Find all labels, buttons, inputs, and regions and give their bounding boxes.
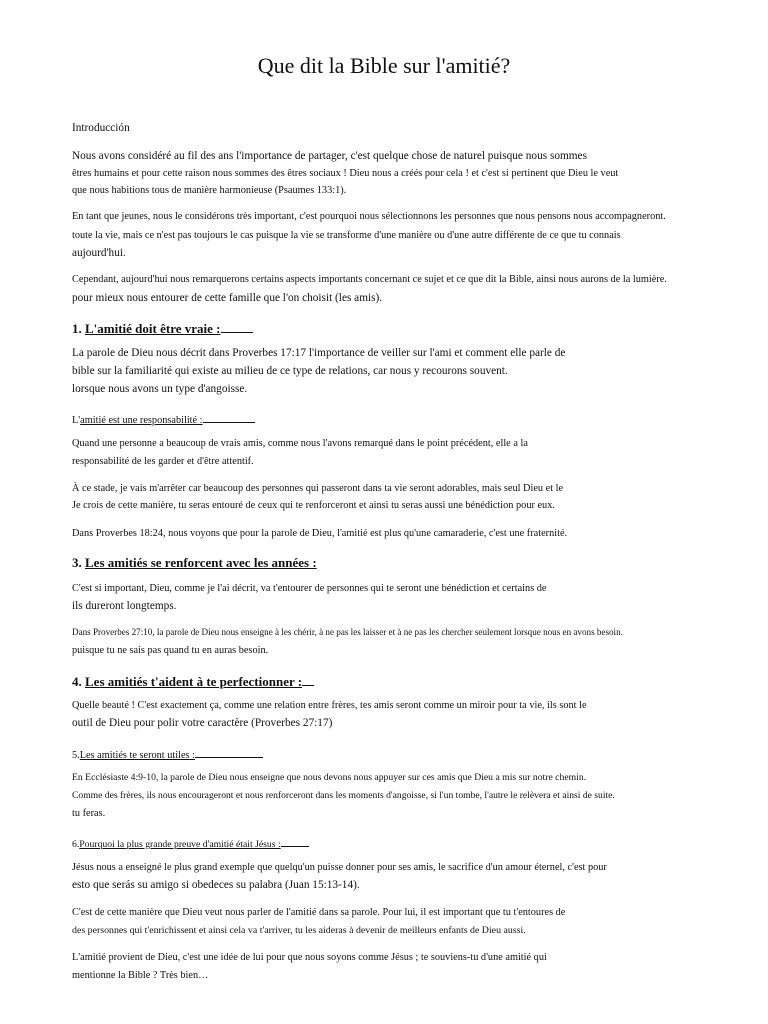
paragraph-line: mentionne la Bible ? Très bien… (72, 970, 209, 981)
paragraph-line: Dans Proverbes 18:24, nous voyons que pour la parole de Dieu, l'amitié est plus qu'une camaraderie, c'est une fraternité. (72, 528, 568, 539)
section-heading-2 (72, 410, 255, 426)
paragraph-line: Dans Proverbes 27:10, la parole de Dieu nous enseigne à les chérir, à ne pas les laisser et à ne pas les chercher seulement lorsque nous en avons besoin. (72, 627, 623, 637)
paragraph-line: Cependant, aujourd'hui nous remarquerons certains aspects importants concernant ce sujet et ce que dit la Bible, ainsi nous aurons de la lumière. (72, 274, 667, 285)
section-title: L'amitié doit être vraie : (85, 321, 221, 336)
paragraph-line: responsabilité de les garder et d'être attentif. (72, 456, 254, 467)
paragraph-line: êtres humains et pour cette raison nous sommes des êtres sociaux ! Dieu nous a créés pour cela ! et c'est si pertinent que Dieu le veut (72, 168, 619, 179)
paragraph-line: Comme des frères, ils nous encourageront et nous renforceront dans les moments d'angoisse, si l'un tombe, l'autre le relèvera et ainsi de suite. (72, 790, 615, 801)
paragraph-line: La parole de Dieu nous décrit dans Proverbes 17:17 l'importance de veiller sur l'ami et comment elle parle de (72, 347, 566, 359)
heading-rule (195, 745, 263, 758)
section-heading-5 (72, 745, 263, 761)
paragraph-line: que nous habitions tous de manière harmonieuse (Psaumes 133:1). (72, 185, 347, 196)
paragraph-line: pour mieux nous entourer de cette famille que l'on choisit (les amis). (72, 292, 383, 304)
heading-rule (281, 835, 309, 847)
section-number: 1. (72, 321, 85, 336)
section-title: Les amitiés t'aident à te perfectionner : (85, 674, 303, 689)
page-title: Que dit la Bible sur l'amitié? (257, 53, 511, 78)
section-number: 4. (72, 674, 85, 689)
paragraph-line: aujourd'hui. (72, 247, 126, 259)
paragraph-line: En Ecclésiaste 4:9-10, la parole de Dieu nous enseigne que nous devons nous appuyer sur ces amis que Dieu a mis sur notre chemin. (72, 772, 587, 783)
section-number: 5. (72, 750, 80, 761)
heading-rule (203, 410, 255, 423)
paragraph-line: C'est si important, Dieu, comme je l'ai décrit, va t'entourer de personnes qui te seront une bénédiction et certains de (72, 583, 547, 594)
paragraph-line: lorsque nous avons un type d'angoisse. (72, 383, 248, 395)
section-number: 6. (72, 839, 80, 850)
paragraph-line: puisque tu ne sais pas quand tu en auras besoin. (72, 645, 269, 656)
paragraph-line: À ce stade, je vais m'arrêter car beaucoup des personnes qui passeront dans ta vie seront adorables, mais seul Dieu et le (72, 483, 564, 494)
section-heading-4 (72, 673, 314, 690)
section-number: 3. (72, 555, 85, 570)
section-title: Les amitiés se renforcent avec les années : (85, 555, 317, 570)
section-title: Les amitiés te seront utiles : (79, 750, 195, 761)
paragraph-line: Jésus nous a enseigné le plus grand exemple que quelqu'un puisse donner pour ses amis, le sacrifice d'un amour éternel, c'est pour (72, 862, 607, 873)
intro-heading: Introducción (72, 122, 130, 134)
section-heading-6 (72, 835, 309, 850)
section-heading-1 (72, 320, 253, 337)
paragraph-line: tu feras. (72, 808, 106, 819)
paragraph-line: Quelle beauté ! C'est exactement ça, comme une relation entre frères, tes amis seront comme un miroir pour ta vie, ils sont le (72, 700, 587, 711)
heading-rule (302, 673, 314, 686)
paragraph-line: Quand une personne a beaucoup de vrais amis, comme nous l'avons remarqué dans le point précédent, elle a la (72, 438, 528, 449)
paragraph-line: bible sur la familiarité qui existe au milieu de ce type de relations, car nous y recourons souvent. (72, 365, 508, 377)
heading-rule (221, 320, 253, 333)
section-prefix: L' (72, 415, 81, 426)
paragraph-line: toute la vie, mais ce n'est pas toujours le cas puisque la vie se transforme d'une manière ou d'une autre différente de ce que tu connais (72, 230, 621, 241)
paragraph-line: des personnes qui t'enrichissent et ainsi cela va t'arriver, tu les aideras à devenir de meilleurs enfants de Dieu aussi. (72, 925, 526, 936)
paragraph-line: En tant que jeunes, nous le considérons très important, c'est pourquoi nous sélectionnons les personnes que nous pensons nous accompagneront. (72, 211, 666, 222)
paragraph-line: Je crois de cette manière, tu seras entouré de ceux qui te renforceront et ainsi tu seras aussi une bénédiction pour eux. (72, 500, 555, 511)
section-title: Pourquoi la plus grande preuve d'amitié était Jésus : (79, 839, 281, 850)
paragraph-line: esto que serás su amigo si obedeces su palabra (Juan 15:13-14). (72, 879, 360, 891)
paragraph-line: ils dureront longtemps. (72, 600, 177, 612)
paragraph-line: outil de Dieu pour polir votre caractère (Proverbes 27:17) (72, 717, 333, 729)
paragraph-line: C'est de cette manière que Dieu veut nous parler de l'amitié dans sa parole. Pour lui, il est important que tu t'entoures de (72, 907, 566, 918)
section-title: amitié est une responsabilité : (80, 415, 203, 426)
paragraph-line: Nous avons considéré au fil des ans l'importance de partager, c'est quelque chose de naturel puisque nous sommes (72, 150, 587, 162)
section-heading-3 (72, 555, 317, 571)
paragraph-line: L'amitié provient de Dieu, c'est une idée de lui pour que nous soyons comme Jésus ; te souviens-tu d'une amitié qui (72, 952, 547, 963)
